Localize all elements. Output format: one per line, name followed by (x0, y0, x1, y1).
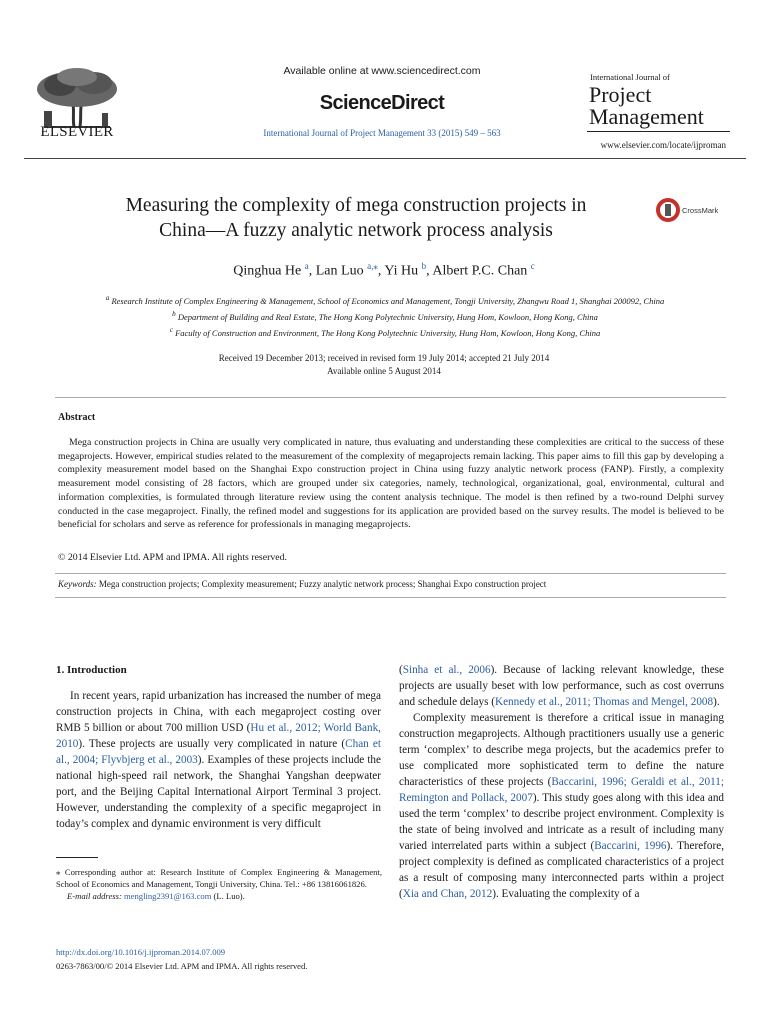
abstract-copyright: © 2014 Elsevier Ltd. APM and IPMA. All rights reserved. (58, 552, 287, 563)
title-line-2: China—A fuzzy analytic network process analysis (159, 220, 553, 241)
citation-link[interactable]: Xia and Chan, 2012 (402, 888, 493, 900)
issn-copyright: 0263-7863/00/© 2014 Elsevier Ltd. APM and IPMA. All rights reserved. (56, 961, 308, 971)
journal-subtitle: International Journal of (590, 72, 670, 82)
author-name[interactable]: Albert P.C. Chan (432, 263, 528, 279)
journal-title-line1: Project (589, 82, 652, 107)
journal-title (589, 84, 704, 128)
journal-url-link[interactable]: www.elsevier.com/locate/ijproman (600, 140, 726, 150)
citation-link[interactable]: Chan et al., 2004; Flyvbjerg et al., 2003 (56, 738, 381, 766)
paragraph: In recent years, rapid urbanization has increased the number of mega construction projects in China, with each megaproject costing over RMB 5 billion or about 700 million USD (Hu et al., 2012; World Bank, 2010). These projects are usually very complicated in nature (Chan et al., 2004; Flyvbjerg et al., 2003). Examples of these projects include the national high-speed rail network, the Shanghai Yangshan deepwater port, and the Beijing Capital International Airport Terminal 3 project. However, understanding the complexity of a specific megaproject in today’s complex and dynamic environment is very difficult (56, 690, 381, 830)
affiliation-item: $^a$ Research Institute of Complex Engineering & Management, School of Economics and Management, Tongji University, Zhangwu Road 1, Shanghai 200092, China (105, 294, 665, 306)
keywords-list: Mega construction projects; Complexity measurement; Fuzzy analytic network process; Shanghai Expo construction project (98, 579, 547, 589)
abstract-heading: Abstract (58, 412, 96, 423)
crossmark-button[interactable] (655, 196, 741, 224)
keywords (58, 579, 724, 589)
available-online-text[interactable]: Available online at www.sciencedirect.com (283, 65, 481, 77)
author-name[interactable]: Yi Hu (384, 263, 419, 279)
email-label: E-mail address: (67, 891, 122, 901)
paragraph: Complexity measurement is therefore a critical issue in managing construction megaprojects. Although practitioners usually use a generic term ‘complex’ to describe mega projects, but the academics prefer to use complicated more sophisticated term to define the nature characteristics of these projects (Baccarini, 1996; Geraldi et al., 2011; Remington and Pollack, 2007). This study goes along with this idea and used the term ‘complex’ to describe project environment. Complexity is the state of being involved and intricate as a result of including many varied interrelated parts within a subject (Baccarini, 1996). Therefore, project complexity is defined as complicated characteristics of a project as a result of composing many interconnected parts within a project (Xia and Chan, 2012). Evaluating the complexity of a (399, 712, 725, 900)
abstract-text: Mega construction projects in China are usually very complicated in nature, thus evaluating and understanding these complexities are critical to the success of these megaprojects. However, empirical studies related to the measurement of the complexity of megaprojects remain lacking. This paper aims to fill this gap by developing a complexity measurement model based on the Shanghai Expo construction project in China using fuzzy analytic network process (FANP). Firstly, a complexity measurement model consisting of 28 factors, which are grouped under six categories, namely, technological, organizational, goal, environmental, cultural and information complexities, is formulated through literature review using the content analysis technique. The model is then refined by a two-round Delphi survey conducted in the case megaproject. Finally, the refined model and suggestions for its application are provided based on the survey results. The model is believed to be beneficial for scholars and serve as reference for professionals in managing megaprojects. (58, 437, 724, 531)
article-dates (184, 352, 584, 378)
right-column-text (399, 662, 724, 902)
citation-link[interactable]: Sinha et al., 2006 (402, 664, 491, 676)
keywords-top-divider (55, 573, 726, 574)
crossmark-icon (655, 196, 741, 224)
email-suffix: (L. Luo). (213, 891, 245, 901)
author-list: Qinghua He $^a$, Lan Luo $^{a,⁎}$, Yi Hu $^b$, Albert P.C. Chan $^c$ (233, 261, 535, 279)
header-divider (24, 158, 746, 159)
keywords-bottom-divider (55, 597, 726, 598)
author-affil-ref[interactable]: a (304, 261, 309, 271)
left-column-text (56, 688, 381, 832)
journal-title-rule (587, 131, 730, 132)
author-affil-ref[interactable]: c (530, 261, 535, 271)
corresponding-author-footnote (56, 866, 382, 902)
received-dates: Received 19 December 2013; received in revised form 19 July 2014; accepted 21 July 2014 (218, 353, 550, 363)
elsevier-wordmark: ELSEVIER (40, 124, 114, 140)
abstract-top-divider (55, 397, 726, 398)
doi-link[interactable]: http://dx.doi.org/10.1016/j.ijproman.2014.07.009 (56, 947, 226, 957)
author-name[interactable]: Qinghua He (233, 263, 302, 279)
citation-link[interactable]: Hu et al., 2012; World Bank, 2010 (56, 722, 381, 750)
crossmark-label: CrossMark (682, 206, 719, 215)
author-affil-ref[interactable]: b (421, 261, 427, 271)
article-title (60, 193, 652, 243)
journal-title-line2: Management (589, 104, 704, 129)
affiliation-item: $^b$ Department of Building and Real Estate, The Hong Kong Polytechnic University, Hung Hom, Kowloon, Hong Kong, China (172, 309, 598, 322)
keywords-label: Keywords: (58, 579, 97, 589)
journal-citation-link[interactable]: International Journal of Project Management 33 (2015) 549 – 563 (263, 128, 501, 138)
author-affil-ref[interactable]: a,⁎ (367, 261, 378, 271)
citation-link[interactable]: Baccarini, 1996 (594, 840, 667, 852)
citation-link[interactable]: Kennedy et al., 2011; Thomas and Mengel, 2008 (495, 696, 714, 708)
section-heading-introduction: 1. Introduction (56, 664, 127, 676)
corresponding-author-text: ⁎ Corresponding author at: Research Institute of Complex Engineering & Management, School of Economics and Management, Tongji University, China. Tel.: +86 13816061826. (56, 867, 382, 889)
author-name[interactable]: Lan Luo (315, 263, 364, 279)
affiliations (40, 292, 730, 339)
email-link[interactable]: mengling2391@163.com (123, 891, 212, 901)
footnote-divider (56, 857, 98, 858)
title-line-1: Measuring the complexity of mega construction projects in (125, 195, 587, 216)
paragraph: (Sinha et al., 2006). Because of lacking relevant knowledge, these projects are usually beset with low performance, such as cost overruns and schedule delays (Kennedy et al., 2011; Thomas and Mengel, 2008). (399, 664, 724, 708)
sciencedirect-logo[interactable]: ScienceDirect (319, 92, 445, 114)
available-date: Available online 5 August 2014 (327, 366, 441, 376)
affiliation-item: $^c$ Faculty of Construction and Environment, The Hong Kong Polytechnic University, Hung Hom, Kowloon, Hong Kong, China (169, 325, 601, 338)
citation-link[interactable]: Baccarini, 1996; Geraldi et al., 2011; Remington and Pollack, 2007 (399, 776, 724, 804)
